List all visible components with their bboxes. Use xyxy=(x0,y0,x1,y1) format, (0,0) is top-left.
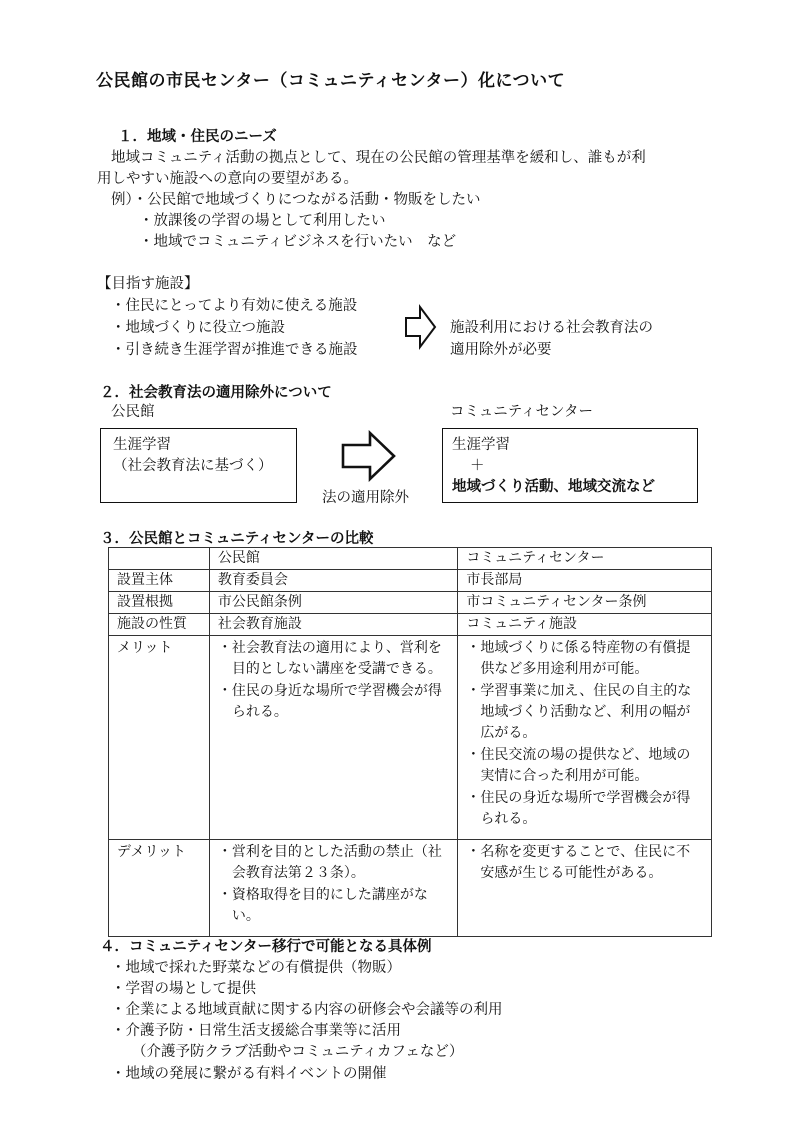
section1-example-3: ・地域でコミュニティビジネスを行いたい など xyxy=(139,234,457,250)
list-item: ・住民の身近な場所で学習機会が得られる。 xyxy=(466,790,691,827)
row-label: デメリット xyxy=(109,840,210,937)
example-item-2: ・学習の場として提供 xyxy=(111,981,256,997)
example-item-3: ・企業による地域貢献に関する内容の研修会や会議等の利用 xyxy=(111,1002,503,1018)
goal-item-1: ・住民にとってより有効に使える施設 xyxy=(111,298,358,314)
row-label: 設置主体 xyxy=(109,570,210,592)
right-arrow-icon xyxy=(404,304,438,350)
goal-result-line1: 施設利用における社会教育法の xyxy=(450,320,653,336)
goal-heading: 【目指す施設】 xyxy=(97,276,199,292)
table-row xyxy=(109,570,712,592)
list-item: ・学習事業に加え、住民の自主的な地域づくり活動など、利用の幅が広がる。 xyxy=(466,683,692,741)
table-cell: 教育委員会 xyxy=(209,570,458,592)
table-row xyxy=(109,592,712,614)
kominkan-label: 公民館 xyxy=(111,404,155,420)
list-item: ・名称を変更することで、住民に不安感が生じる可能性がある。 xyxy=(466,844,691,881)
kominkan-box-line1: 生涯学習 xyxy=(113,437,171,453)
goal-item-2: ・地域づくりに役立つ施設 xyxy=(111,320,285,336)
page-title: 公民館の市民センター（コミュニティセンター）化について xyxy=(96,71,566,91)
demerit-row xyxy=(109,840,712,937)
table-header-row xyxy=(109,548,712,570)
merit-row xyxy=(109,636,712,840)
row-label: 設置根拠 xyxy=(109,592,210,614)
example-item-4-note: （介護予防クラブ活動やコミュニティカフェなど） xyxy=(132,1044,464,1060)
table-row xyxy=(109,614,712,636)
goal-result-line2: 適用除外が必要 xyxy=(450,342,552,358)
section4-heading: ４．コミュニティセンター移行で可能となる具体例 xyxy=(100,939,432,955)
example-item-1: ・地域で採れた野菜などの有償提供（物販） xyxy=(111,960,401,976)
table-cell: コミュニティ施設 xyxy=(458,614,712,636)
example-item-4: ・介護予防・日常生活支援総合事業等に活用 xyxy=(111,1023,401,1039)
row-label: 施設の性質 xyxy=(109,614,210,636)
goal-item-3: ・引き続き生涯学習が推進できる施設 xyxy=(111,342,358,358)
arrow-label: 法の適用除外 xyxy=(322,490,409,506)
section1-para-line2: 用しやすい施設への意向の要望がある。 xyxy=(97,171,358,187)
table-cell: 社会教育施設 xyxy=(209,614,458,636)
section1-example-1: 例）・公民館で地域づくりにつながる活動・物販をしたい xyxy=(111,192,481,208)
table-header-cell: コミュニティセンター xyxy=(458,548,712,570)
kominkan-box-line2: （社会教育法に基づく） xyxy=(113,458,273,474)
list-item: ・住民交流の場の提供など、地域の実情に合った利用が可能。 xyxy=(466,747,691,784)
center-box-plus: ＋ xyxy=(470,458,485,474)
table-header-cell xyxy=(109,548,210,570)
right-arrow-icon xyxy=(340,430,398,482)
example-item-5: ・地域の発展に繋がる有料イベントの開催 xyxy=(111,1066,387,1082)
center-box-line3: 地域づくり活動、地域交流など xyxy=(452,479,655,495)
table-header-cell: 公民館 xyxy=(209,548,458,570)
section1-heading: １．地域・住民のニーズ xyxy=(118,129,277,145)
list-item: ・資格取得を目的にした講座がない。 xyxy=(217,887,428,924)
list-item: ・地域づくりに係る特産物の有償提供など多用途利用が可能。 xyxy=(466,640,691,677)
table-cell: 市公民館条例 xyxy=(209,592,458,614)
list-item: ・営利を目的とした活動の禁止（社会教育法第２３条）。 xyxy=(217,844,442,881)
section1-example-2: ・放課後の学習の場として利用したい xyxy=(139,213,386,229)
comparison-table xyxy=(108,547,712,937)
demerit-kominkan-cell xyxy=(209,840,458,937)
section1-para-line1: 地域コミュニティ活動の拠点として、現在の公民館の管理基準を緩和し、誰もが利 xyxy=(111,150,646,166)
list-item: ・社会教育法の適用により、営利を目的としない講座を受講できる。 xyxy=(217,640,442,677)
section2-heading: ２．社会教育法の適用除外について xyxy=(100,385,332,401)
section3-heading: ３．公民館とコミュニティセンターの比較 xyxy=(100,531,374,547)
demerit-center-cell xyxy=(458,840,712,937)
merit-center-cell xyxy=(458,636,712,840)
merit-kominkan-cell xyxy=(209,636,458,840)
table-cell: 市長部局 xyxy=(458,570,712,592)
center-box-line1: 生涯学習 xyxy=(452,437,510,453)
row-label: メリット xyxy=(109,636,210,840)
table-cell: 市コミュニティセンター条例 xyxy=(458,592,712,614)
list-item: ・住民の身近な場所で学習機会が得られる。 xyxy=(217,683,442,720)
center-label: コミュニティセンター xyxy=(450,404,593,420)
